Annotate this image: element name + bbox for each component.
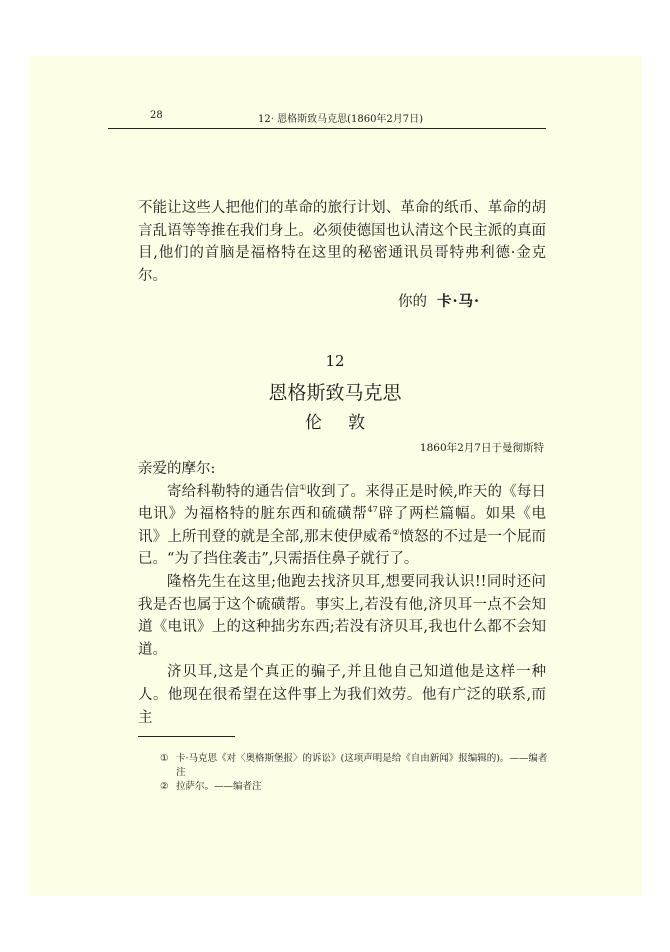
running-header [108, 104, 546, 129]
footnote-1 [138, 752, 548, 780]
p1-text-a: 寄给科勒特的通告信 [167, 483, 300, 500]
p1-text-d: 愤怒的不过是一个屁而已。“为了挡住袭击”,只需捂住鼻子就行了。 [138, 528, 547, 568]
paragraph-2: 隆格先生在这里;他跑去找济贝耳,想要同我认识!!同时还问我是否也属于这个硫磺帮。事实上,若没有他,济贝耳一点不会知道《电讯》上的这种拙劣东西;若没有济贝耳,我也什么都不会知道。 [138, 573, 546, 658]
signature-yours: 你的 [398, 294, 427, 310]
continued-paragraph: 不能让这些人把他们的革命的旅行计划、革命的纸币、革命的胡言乱语等等推在我们身上。必须使德国也认清这个民主派的真面目,他们的首脑是福格特在这里的秘密通讯员哥特弗利德·金克尔。 [138, 200, 546, 284]
letter-body [138, 458, 546, 729]
continued-text [138, 197, 546, 287]
letter-title: 恩格斯致马克思 [268, 382, 402, 404]
letter-place: 伦敦 [305, 413, 391, 433]
paragraph-3: 济贝耳,这是个真正的骗子,并且他自己知道他是这样一种人。他现在很希望在这件事上为我们效劳。他有广泛的联系,而主 [138, 664, 546, 726]
letter-date-line: 1860年2月7日于曼彻斯特 [419, 442, 544, 454]
footnotes [138, 752, 548, 794]
paragraph-1 [138, 481, 546, 571]
signature-name: 卡·马· [437, 293, 481, 310]
footnote-text: 拉萨尔。——编者注 [176, 781, 262, 792]
footnote-2 [138, 780, 548, 794]
footnote-divider [138, 736, 235, 737]
footnote-mark: ② [160, 781, 169, 792]
signature [398, 290, 480, 311]
footnote-ref-1: ① [299, 482, 307, 492]
footnote-ref-2: ② [392, 527, 400, 537]
letter-number: 12 [325, 352, 345, 370]
salutation: 亲爱的摩尔: [138, 461, 216, 477]
page-number: 28 [150, 110, 163, 121]
footnote-mark: ① [160, 753, 169, 764]
p1-text-b: 收到了。来得正是时候,昨天的《每日电讯》为福格特的脏东西和硫磺帮 [138, 483, 547, 523]
running-title: 12· 恩格斯致马克思(1860年2月7日) [258, 114, 424, 125]
endnote-ref-47: 47 [367, 505, 378, 515]
p1-text-c: 辟了两栏篇幅。如果《电讯》上所刊登的就是全部,那末使伊威希 [138, 506, 547, 545]
footnote-text: 卡·马克思《对〈奥格斯堡报〉的诉讼》(这项声明是给《自由新闻》报编辑的)。——编者注 [176, 753, 548, 778]
